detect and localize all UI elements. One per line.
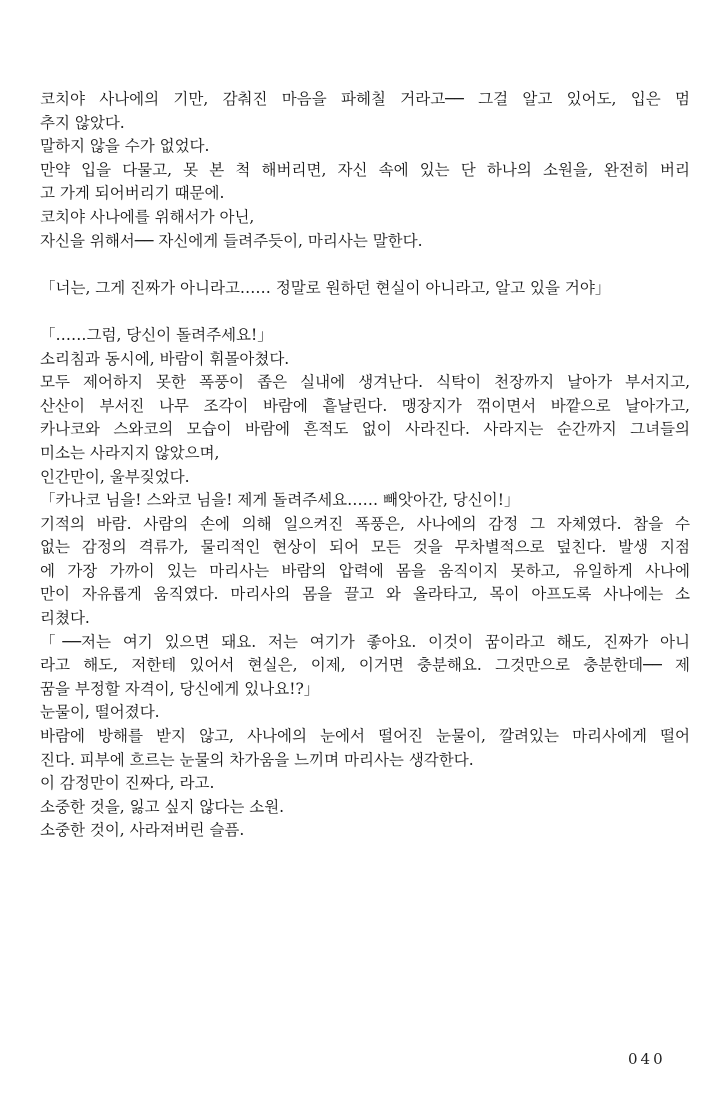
text-line: 추지 않았다. [40,113,125,132]
text-line: 「너는, 그게 진짜가 아니라고…… 정말로 원하던 현실이 아니라고, 알고 있을 거야」 [40,278,611,297]
text-line: 미소는 사라지지 않았으며, [40,443,220,462]
text-line: 소중한 것이, 사라져버린 슬픔. [40,821,245,840]
text-line: 「──저는 여기 있으면 돼요. 저는 여기가 좋아요. 이것이 꿈이라고 해도, 진짜가 아니 [40,632,690,651]
text-line: 꿈을 부정할 자격이, 당신에게 있나요!?」 [40,679,320,698]
text-line: 없는 감정의 격류가, 물리적인 현상이 되어 모든 것을 무차별적으로 덮친다. 발생 지점 [40,538,690,557]
text-line: 기적의 바람. 사람의 손에 의해 일으켜진 폭풍은, 사나에의 감정 그 자체였다. 참을 수 [40,514,690,533]
text-line: 눈물이, 떨어졌다. [40,703,160,722]
text-line: 「카나코 님을! 스와코 님을! 제게 돌려주세요…… 빼앗아간, 당신이!」 [40,491,520,510]
text-line: 바람에 방해를 받지 않고, 사나에의 눈에서 떨어진 눈물이, 깔려있는 마리사에게 떨어 [40,727,690,746]
blank-line [40,253,690,277]
text-line: 소중한 것을, 잃고 싶지 않다는 소원. [40,797,285,816]
text-line: 모두 제어하지 못한 폭풍이 좁은 실내에 생겨난다. 식탁이 천장까지 날아가 부서지고, [40,373,690,392]
text-line: 「……그럼, 당신이 돌려주세요!」 [40,325,273,344]
text-line: 말하지 않을 수가 없었다. [40,137,210,156]
text-line: 만약 입을 다물고, 못 본 척 해버리면, 자신 속에 있는 단 하나의 소원을, 완전히 버리 [40,160,690,179]
text-line: 자신을 위해서── 자신에게 들려주듯이, 마리사는 말한다. [40,231,423,250]
text-line: 소리침과 동시에, 바람이 휘몰아쳤다. [40,349,290,368]
text-line: 코치야 사나에를 위해서가 아닌, [40,207,255,226]
text-line: 라고 해도, 저한테 있어서 현실은, 이제, 이거면 충분해요. 그것만으로 충분한데── 제 [40,656,690,675]
text-line: 만이 자유롭게 움직였다. 마리사의 몸을 끌고 와 올라타고, 목이 아프도록 사나에는 소 [40,585,690,604]
body-text [40,88,690,843]
text-line: 고 가게 되어버리기 때문에. [40,184,225,203]
text-line: 인간만이, 울부짖었다. [40,467,190,486]
blank-line [40,300,690,324]
text-line: 코치야 사나에의 기만, 감춰진 마음을 파헤칠 거라고── 그걸 알고 있어도, 입은 멈 [40,90,690,108]
text-line: 이 감정만이 진짜다, 라고. [40,774,215,793]
text-line: 에 가장 가까이 있는 마리사는 바람의 압력에 몸을 움직이지 못하고, 유일하게 사나에 [40,561,690,580]
text-line: 리쳤다. [40,609,90,628]
page-number: 040 [628,1050,666,1068]
text-line: 카나코와 스와코의 모습이 바람에 흔적도 없이 사라진다. 사라지는 순간까지 그녀들의 [40,420,690,439]
text-line: 산산이 부서진 나무 조각이 바람에 흩날린다. 맹장지가 꺾이면서 바깥으로 날아가고, [40,396,690,415]
text-line: 진다. 피부에 흐르는 눈물의 차가움을 느끼며 마리사는 생각한다. [40,750,474,769]
